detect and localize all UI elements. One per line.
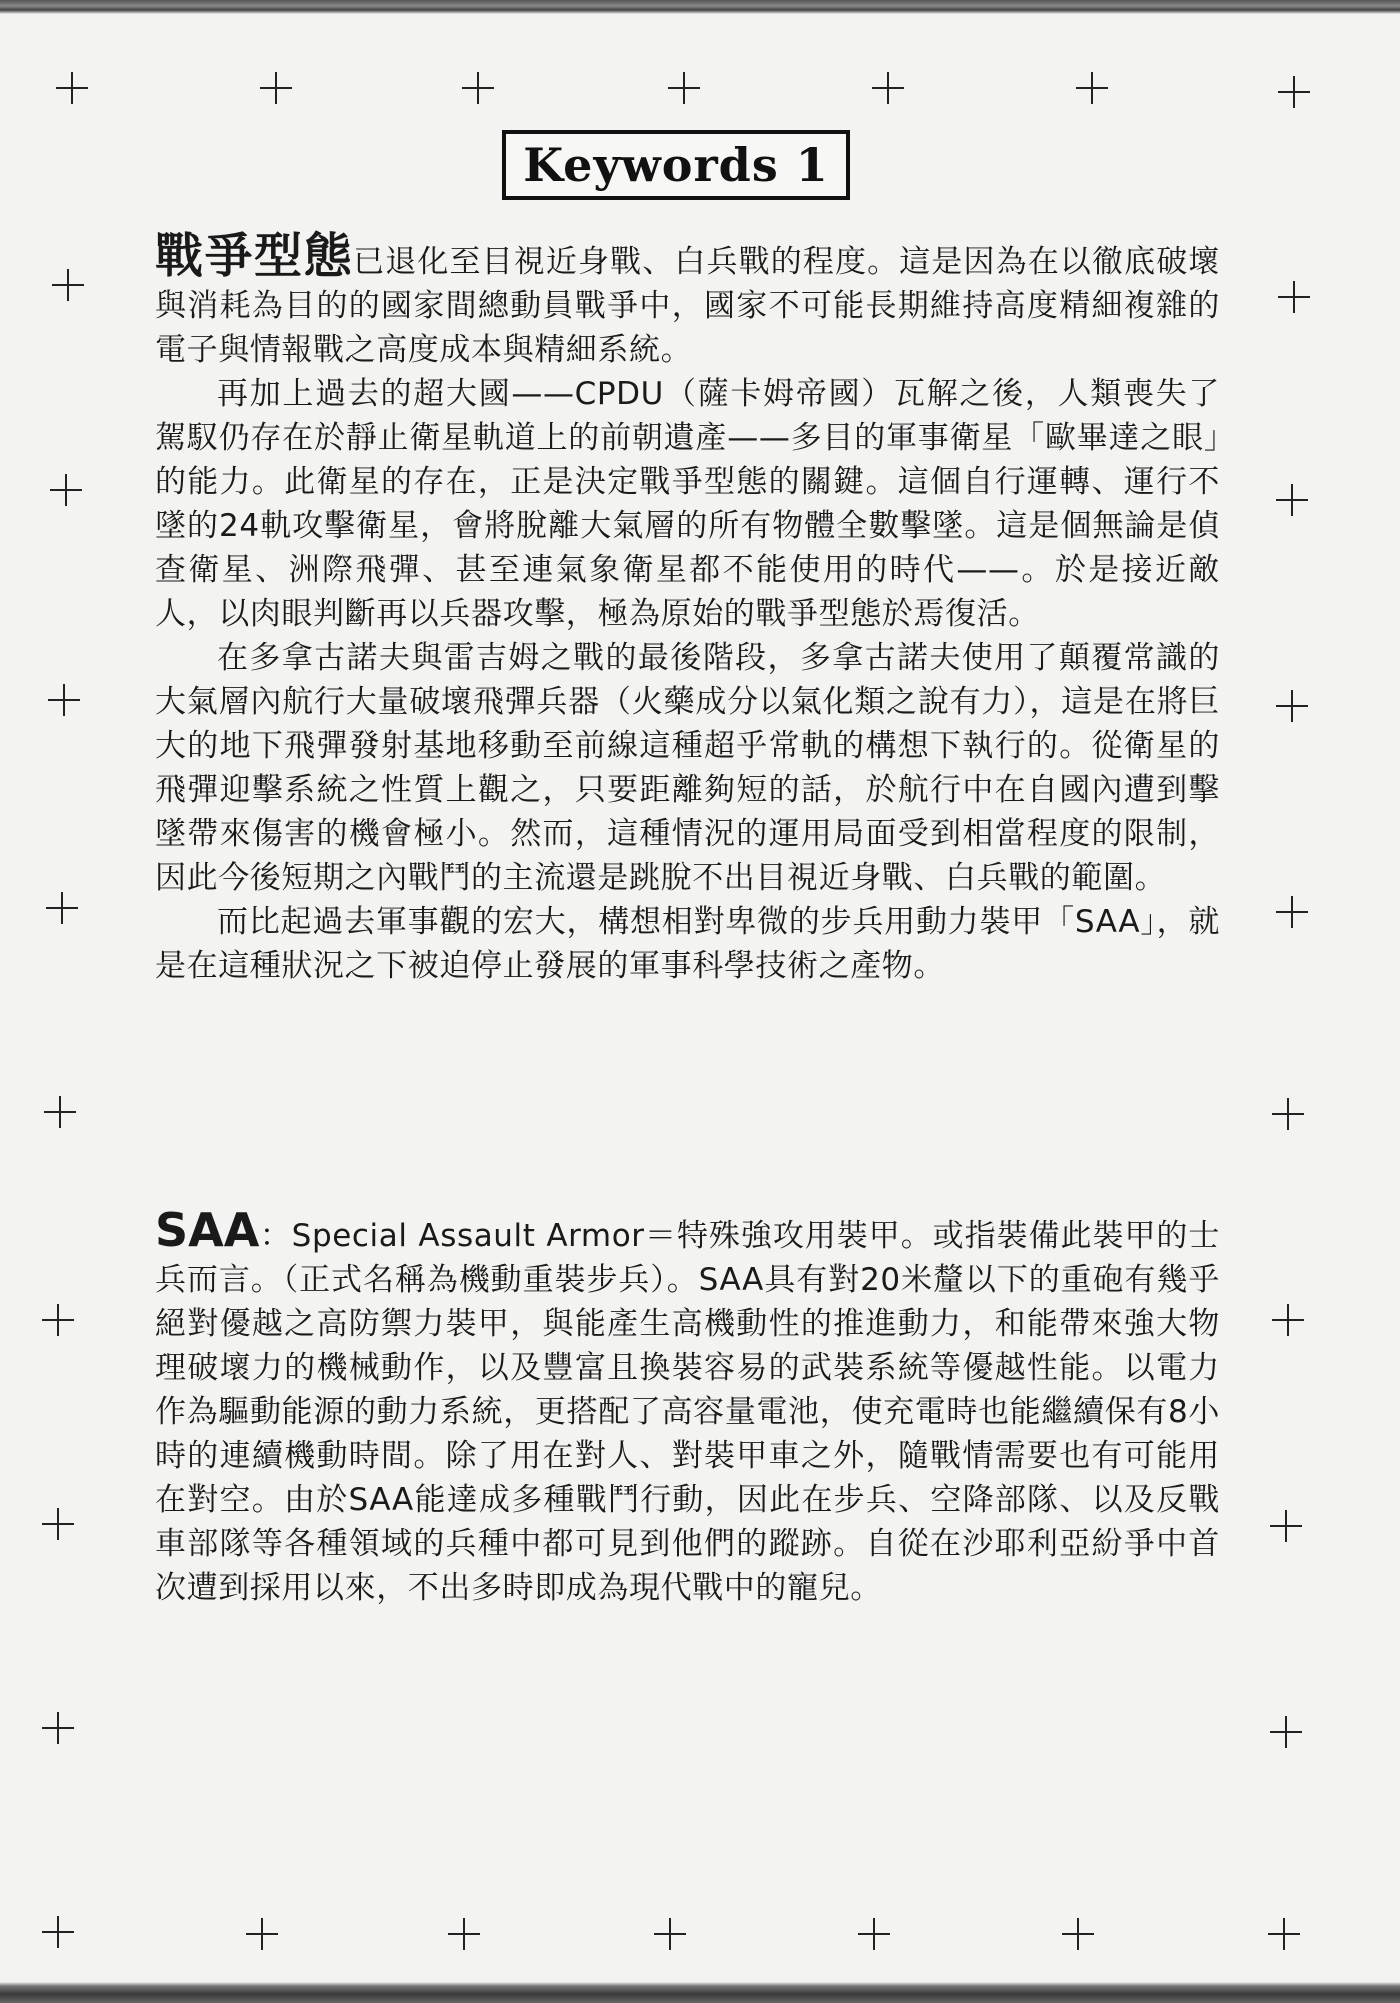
lead-paragraph bbox=[155, 228, 1220, 372]
registration-plus-icon bbox=[260, 72, 292, 104]
registration-plus-icon bbox=[1076, 72, 1108, 104]
keyword-term: 戰爭型態 bbox=[155, 228, 354, 284]
keyword-term: SAA bbox=[155, 1203, 260, 1257]
keyword-section-saa bbox=[155, 1203, 1220, 1610]
saa-text: Special Assault Armor＝特殊強攻用裝甲。或指裝備此裝甲的士兵而言。（正式名稱為機動重裝步兵）。SAA具有對20米釐以下的重砲有幾乎絕對優越之高防禦力裝甲，與能產生高機動性的推進動力，和能帶來強大物理破壞力的機械動作，以及豐富且換裝容易的武裝系統等優越性能。以電力作為驅動能源的動力系統，更搭配了高容量電池，使充電時也能繼續保有8小時的連續機動時間。除了用在對人、對裝甲車之外，隨戰情需要也有可能用在對空。由於SAA能達成多種戰鬥行動，因此在步兵、空降部隊、以及反戰車部隊等各種領域的兵種中都可見到他們的蹤跡。自從在沙耶利亞紛爭中首次遭到採用以來，不出多時即成為現代戰中的寵兒。 bbox=[155, 1218, 1220, 1606]
registration-plus-icon bbox=[1276, 484, 1308, 516]
registration-plus-icon bbox=[448, 1918, 480, 1950]
scan-edge-top bbox=[0, 0, 1400, 14]
keywords-title-box bbox=[502, 130, 850, 200]
registration-plus-icon bbox=[1062, 1918, 1094, 1950]
registration-plus-icon bbox=[858, 1918, 890, 1950]
registration-plus-icon bbox=[1276, 690, 1308, 722]
registration-plus-icon bbox=[872, 72, 904, 104]
keyword-section-war-form bbox=[155, 228, 1220, 988]
registration-plus-icon bbox=[668, 72, 700, 104]
registration-plus-icon bbox=[46, 892, 78, 924]
registration-plus-icon bbox=[246, 1918, 278, 1950]
registration-plus-icon bbox=[52, 269, 84, 301]
saa-paragraph bbox=[155, 1203, 1220, 1610]
registration-plus-icon bbox=[1270, 1716, 1302, 1748]
registration-plus-icon bbox=[1276, 896, 1308, 928]
registration-plus-icon bbox=[42, 1916, 74, 1948]
registration-plus-icon bbox=[654, 1918, 686, 1950]
registration-plus-icon bbox=[1272, 1304, 1304, 1336]
registration-plus-icon bbox=[50, 474, 82, 506]
registration-plus-icon bbox=[56, 72, 88, 104]
registration-plus-icon bbox=[44, 1096, 76, 1128]
body-paragraph: 而比起過去軍事觀的宏大，構想相對卑微的步兵用動力裝甲「SAA」，就是在這種狀況之下被迫停止發展的軍事科學技術之產物。 bbox=[155, 904, 1220, 984]
lead-text: 已退化至目視近身戰、白兵戰的程度。這是因為在以徹底破壞與消耗為目的的國家間總動員戰爭中，國家不可能長期維持高度精細複雜的電子與情報戰之高度成本與精細系統。 bbox=[155, 244, 1220, 368]
registration-plus-icon bbox=[462, 72, 494, 104]
registration-plus-icon bbox=[1268, 1918, 1300, 1950]
registration-plus-icon bbox=[1270, 1510, 1302, 1542]
scan-edge-bottom bbox=[0, 1982, 1400, 2003]
body-paragraph: 再加上過去的超大國——CPDU（薩卡姆帝國）瓦解之後，人類喪失了駕馭仍存在於靜止衛星軌道上的前朝遺產——多目的軍事衛星「歐畢達之眼」的能力。此衛星的存在，正是決定戰爭型態的關鍵。這個自行運轉、運行不墜的24軌攻擊衛星，會將脫離大氣層的所有物體全數擊墜。這是個無論是偵查衛星、洲際飛彈、甚至連氣象衛星都不能使用的時代——。於是接近敵人，以肉眼判斷再以兵器攻擊，極為原始的戰爭型態於焉復活。 bbox=[155, 376, 1220, 632]
registration-plus-icon bbox=[42, 1508, 74, 1540]
registration-plus-icon bbox=[42, 1304, 74, 1336]
registration-plus-icon bbox=[1278, 76, 1310, 108]
body-paragraph: 在多拿古諾夫與雷吉姆之戰的最後階段，多拿古諾夫使用了顛覆常識的大氣層內航行大量破壞飛彈兵器（火藥成分以氣化類之說有力），這是在將巨大的地下飛彈發射基地移動至前線這種超乎常軌的構想下執行的。從衛星的飛彈迎擊系統之性質上觀之，只要距離夠短的話，於航行中在自國內遭到擊墜帶來傷害的機會極小。然而，這種情況的運用局面受到相當程度的限制，因此今後短期之內戰鬥的主流還是跳脫不出目視近身戰、白兵戰的範圍。 bbox=[155, 640, 1220, 896]
registration-plus-icon bbox=[48, 684, 80, 716]
registration-plus-icon bbox=[1278, 281, 1310, 313]
page-title: Keywords 1 bbox=[523, 138, 829, 192]
term-separator: ： bbox=[259, 1218, 292, 1254]
registration-plus-icon bbox=[1272, 1098, 1304, 1130]
registration-plus-icon bbox=[42, 1712, 74, 1744]
